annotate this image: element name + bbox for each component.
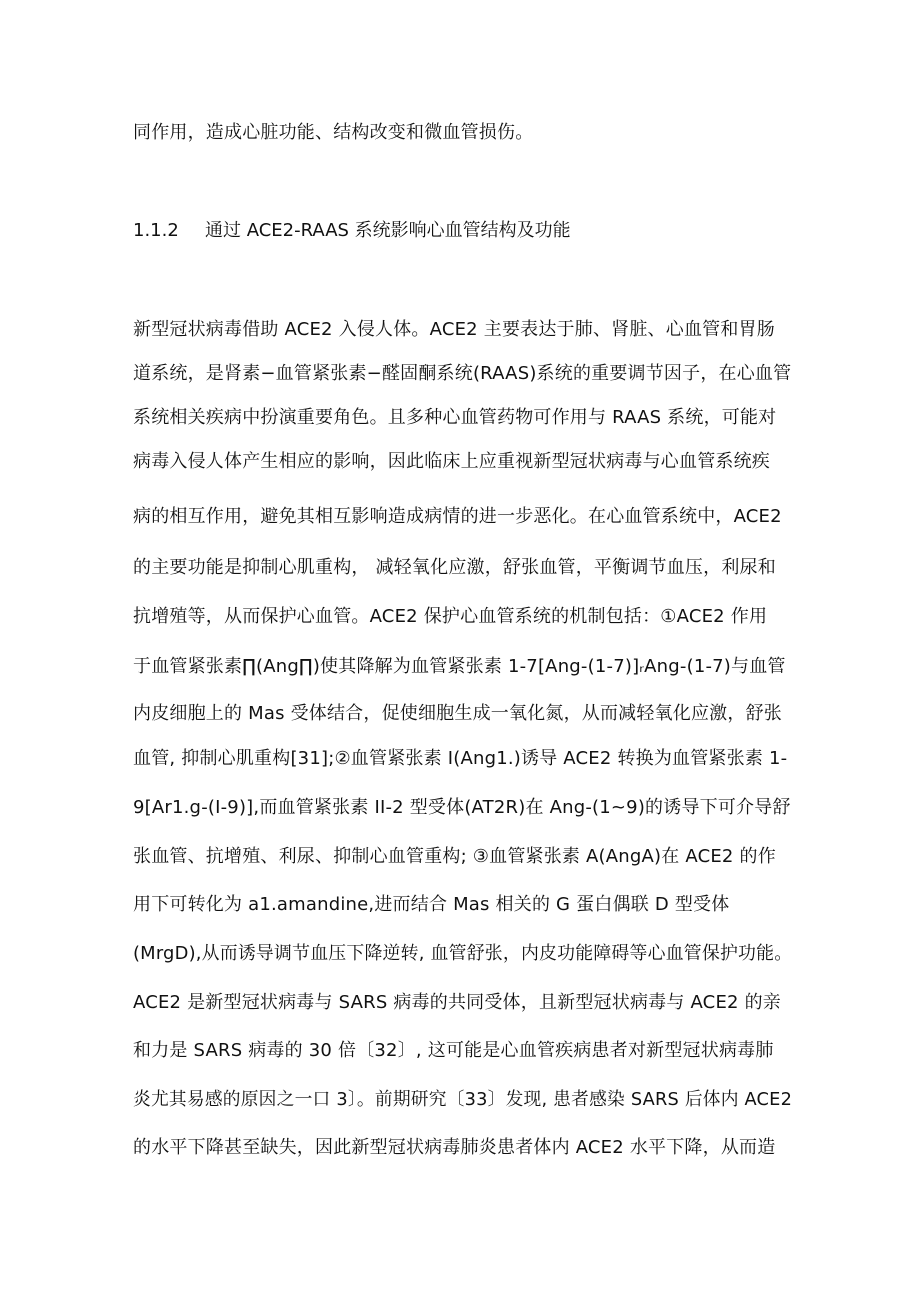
paragraph-line: 的主要功能是抑制心肌重构， 减轻氧化应激，舒张血管，平衡调节血压，利尿和 xyxy=(133,557,776,578)
paragraph-line: 新型冠状病毒借助 ACE2 入侵人体。ACE2 主要表达于肺、肾脏、心血管和胃肠 xyxy=(133,319,775,340)
paragraph-line: ACE2 是新型冠状病毒与 SARS 病毒的共同受体，且新型冠状病毒与 ACE2 的亲 xyxy=(133,992,781,1013)
section-number: 1.1.2 xyxy=(133,220,179,241)
paragraph-line: 道系统，是肾素−血管紧张素−醛固酮系统(RAAS)系统的重要调节因子，在心血管 xyxy=(133,363,792,384)
paragraph-line: 和力是 SARS 病毒的 30 倍〔32〕, 这可能是心血管疾病患者对新型冠状病毒肺 xyxy=(133,1040,774,1061)
intro-line: 同作用，造成心脏功能、结构改变和微血管损伤。 xyxy=(133,122,534,143)
section-title: 通过 ACE2-RAAS 系统影响心血管结构及功能 xyxy=(205,220,571,241)
paragraph-line: 抗增殖等，从而保护心血管。ACE2 保护心血管系统的机制包括：①ACE2 作用 xyxy=(133,606,768,627)
section-heading xyxy=(133,217,571,245)
paragraph-line: 炎尤其易感的原因之一口 3〕。前期研究〔33〕发现, 患者感染 SARS 后体内 ACE2 xyxy=(133,1089,793,1110)
paragraph-line: (MrgD),从而诱导调节血压下降逆转, 血管舒张，内皮功能障碍等心血管保护功能。 xyxy=(133,943,793,964)
paragraph-line: 血管, 抑制心肌重构[31];②血管紧张素 I(Ang1.)诱导 ACE2 转换为血管紧张素 1- xyxy=(133,748,788,769)
paragraph-line: 9[Ar1.g-(I-9)],而血管紧张素 II-2 型受体(AT2R)在 Ang-(1~9)的诱导下可介导舒 xyxy=(133,797,791,818)
paragraph-line: 内皮细胞上的 Mas 受体结合，促使细胞生成一氧化氮，从而减轻氧化应激，舒张 xyxy=(133,703,782,724)
paragraph-line: 于血管紧张素∏(Ang∏)使其降解为血管紧张素 1-7[Ang-(1-7)]ᵣAng-(1-7)与血管 xyxy=(133,656,786,677)
paragraph-line: 的水平下降甚至缺失，因此新型冠状病毒肺炎患者体内 ACE2 水平下降，从而造 xyxy=(133,1137,776,1158)
paragraph-line: 系统相关疾病中扮演重要角色。且多种心血管药物可作用与 RAAS 系统，可能对 xyxy=(133,407,777,428)
paragraph-line: 病的相互作用，避免其相互影响造成病情的进一步恶化。在心血管系统中，ACE2 xyxy=(133,506,782,527)
paragraph-line: 病毒入侵人体产生相应的影响，因此临床上应重视新型冠状病毒与心血管系统疾 xyxy=(133,451,770,472)
paragraph-line: 用下可转化为 a1.amandine,进而结合 Mas 相关的 G 蛋白偶联 D 型受体 xyxy=(133,894,730,915)
paragraph-line: 张血管、抗增殖、利尿、抑制心血管重构; ③血管紧张素 A(AngA)在 ACE2 的作 xyxy=(133,846,776,867)
